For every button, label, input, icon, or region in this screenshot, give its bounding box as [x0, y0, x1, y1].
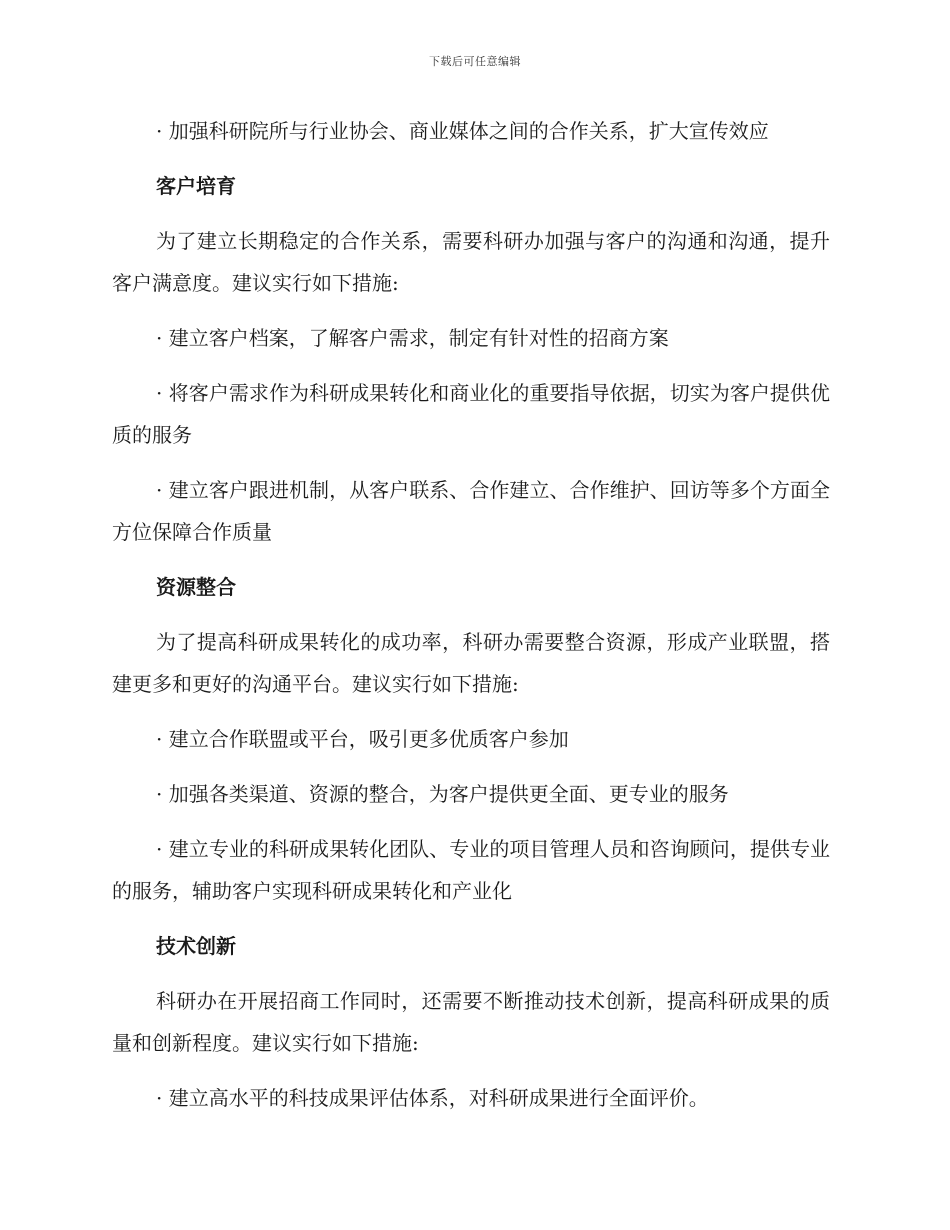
- bullet-item: · 建立高水平的科技成果评估体系，对科研成果进行全面评价。: [156, 1086, 709, 1110]
- section-heading: 客户培育: [156, 174, 236, 198]
- document-body: [112, 110, 830, 1132]
- bullet-item: · 加强科研院所与行业协会、商业媒体之间的合作关系，扩大宣传效应: [156, 119, 769, 143]
- paragraph: 为了建立长期稳定的合作关系，需要科研办加强与客户的沟通和沟通，提升客户满意度。建议实行如下措施:: [112, 229, 830, 295]
- page-header-note: 下载后可任意编辑: [429, 55, 521, 68]
- section-heading: 技术创新: [156, 934, 236, 958]
- bullet-item: · 建立客户档案，了解客户需求，制定有针对性的招商方案: [156, 326, 669, 350]
- section-heading: 资源整合: [156, 575, 236, 599]
- paragraph: 为了提高科研成果转化的成功率，科研办需要整合资源，形成产业联盟，搭建更多和更好的沟通平台。建议实行如下措施:: [112, 630, 830, 696]
- bullet-item: · 将客户需求作为科研成果转化和商业化的重要指导依据，切实为客户提供优质的服务: [112, 381, 830, 447]
- bullet-item: · 加强各类渠道、资源的整合，为客户提供更全面、更专业的服务: [156, 782, 729, 806]
- bullet-item: · 建立专业的科研成果转化团队、专业的项目管理人员和咨询顾问，提供专业的服务，辅助客户实现科研成果转化和产业化: [112, 837, 830, 903]
- bullet-item: · 建立合作联盟或平台，吸引更多优质客户参加: [156, 727, 569, 751]
- bullet-item: · 建立客户跟进机制，从客户联系、合作建立、合作维护、回访等多个方面全方位保障合作质量: [112, 478, 830, 544]
- paragraph: 科研办在开展招商工作同时，还需要不断推动技术创新，提高科研成果的质量和创新程度。建议实行如下措施:: [112, 989, 830, 1055]
